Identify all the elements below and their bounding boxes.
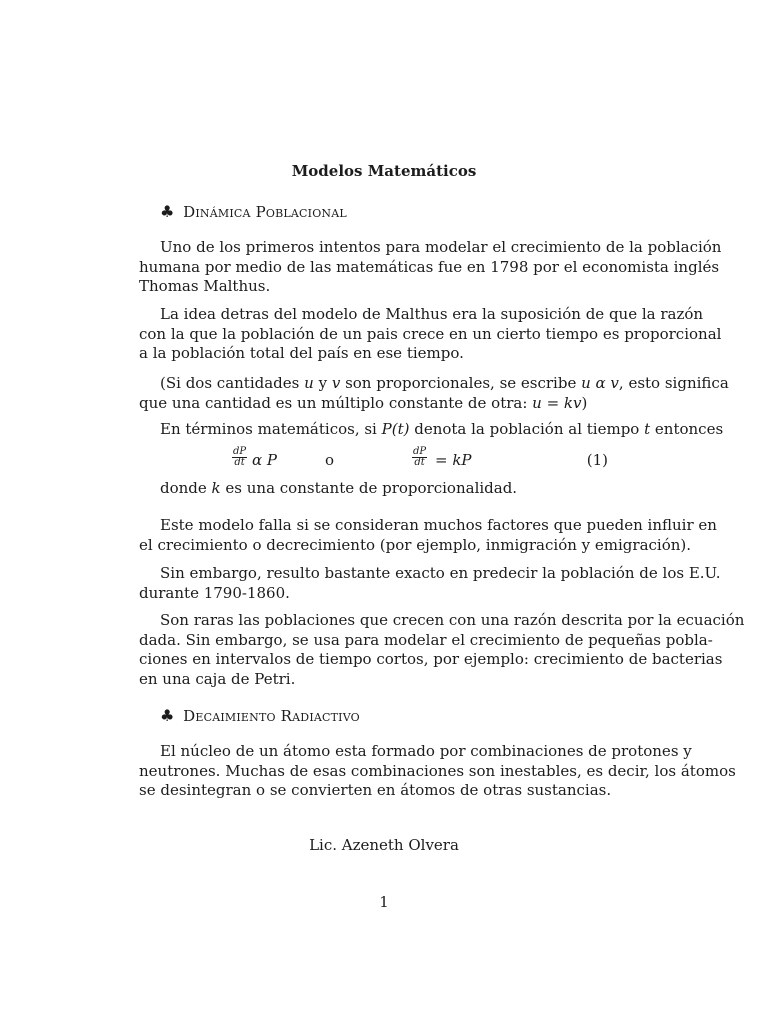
equation-malthus — [0, 447, 768, 473]
paragraph-intro — [139, 238, 722, 297]
section-title: Decaimiento Radiactivo — [183, 707, 360, 725]
text-line: con la que la población de un pais crece en un cierto tiempo es proporcional — [139, 324, 722, 343]
text-line: La idea detras del modelo de Malthus era la suposición de que la razón — [160, 305, 704, 323]
text-line: Uno de los primeros intentos para modelar el crecimiento de la población — [160, 238, 722, 256]
section-title: Dinámica Poblacional — [183, 203, 347, 221]
author-name: Lic. Azeneth Olvera — [309, 836, 459, 854]
paragraph-malthus-idea — [139, 305, 722, 364]
text-line: se desintegran o se convierten en átomos de otras sustancias. — [139, 781, 612, 799]
text-line: En términos matemáticos, si P(t) denota la población al tiempo t entonces — [160, 420, 724, 438]
paragraph-constant — [139, 479, 627, 499]
equation-number: (1) — [586, 451, 608, 469]
equation-right-rhs: = kP — [435, 451, 472, 469]
equation-left-rhs: α P — [252, 451, 277, 469]
text-line: que una cantidad es un múltiplo constante de otra: u = kv) — [139, 393, 588, 412]
text-line: Son raras las poblaciones que crecen con una razón descrita por la ecuación — [160, 611, 745, 629]
paragraph-model-fails — [139, 516, 717, 555]
paragraph-accuracy — [139, 564, 721, 603]
page-title: Modelos Matemáticos — [291, 162, 477, 180]
text-line: humana por medio de las matemáticas fue en 1798 por el economista inglés — [139, 257, 720, 276]
text-line: Sin embargo, resulto bastante exacto en predecir la población de los E.U. — [160, 564, 721, 582]
text-line: Este modelo falla si se consideran muchos factores que pueden influir en — [160, 516, 717, 534]
text-line: (Si dos cantidades u y v son proporcionales, se escribe u α v, esto significa — [160, 374, 729, 392]
section-heading-decaimiento — [160, 706, 360, 725]
equation-or: o — [325, 451, 335, 469]
text-line: El núcleo de un átomo esta formado por combinaciones de protones y — [160, 742, 692, 760]
text-line: durante 1790-1860. — [139, 583, 290, 602]
club-suit-icon: ♣ — [160, 706, 175, 725]
paragraph-rare-populations — [139, 611, 745, 689]
paragraph-nucleus — [139, 742, 736, 801]
section-heading-dinamica — [160, 202, 347, 221]
text-line: donde k es una constante de proporcionalidad. — [160, 479, 518, 497]
page-number: 1 — [379, 893, 389, 911]
text-line: en una caja de Petri. — [139, 669, 296, 688]
derivative-fraction-left: $\frac{dP}{dt}$ — [233, 446, 247, 468]
text-line: ciones en intervalos de tiempo cortos, por ejemplo: crecimiento de bacterias — [139, 650, 723, 668]
club-suit-icon: ♣ — [160, 202, 175, 221]
text-line: Thomas Malthus. — [139, 277, 271, 295]
paragraph-math-terms — [139, 420, 724, 440]
derivative-fraction-right: $\frac{dP}{dt}$ — [413, 446, 427, 468]
text-line: a la población total del país en ese tiempo. — [139, 344, 464, 362]
paragraph-proportional — [139, 374, 729, 413]
text-line: dada. Sin embargo, se usa para modelar el crecimiento de pequeñas pobla- — [139, 630, 713, 649]
text-line: neutrones. Muchas de esas combinaciones son inestables, es decir, los átomos — [139, 761, 736, 780]
text-line: el crecimiento o decrecimiento (por ejemplo, inmigración y emigración). — [139, 535, 692, 554]
